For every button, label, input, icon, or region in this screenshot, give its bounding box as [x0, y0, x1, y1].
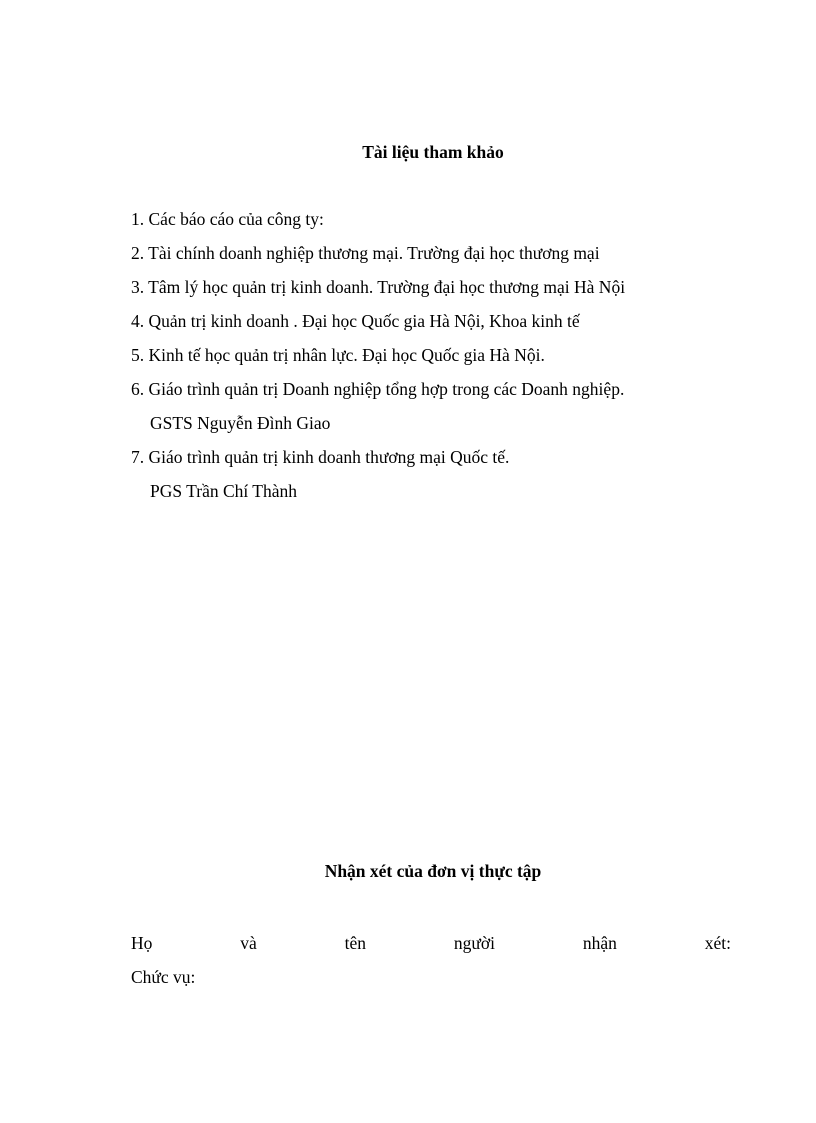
reference-text: 3. Tâm lý học quản trị kinh doanh. Trường đại học thương mại Hà Nội: [131, 277, 626, 297]
reference-item: [131, 372, 625, 440]
reference-item: [131, 236, 625, 270]
reference-author: GSTS Nguyễn Đình Giao: [150, 413, 331, 433]
reference-text: 6. Giáo trình quản trị Doanh nghiệp tổng hợp trong các Doanh nghiệp.: [131, 379, 625, 399]
references-list: [131, 202, 625, 508]
reference-item: [131, 304, 625, 338]
reference-text: 5. Kinh tế học quản trị nhân lực. Đại học Quốc gia Hà Nội.: [131, 345, 545, 365]
reference-author: PGS Trần Chí Thành: [150, 481, 298, 501]
reference-item: [131, 270, 625, 304]
reviewer-label-word: Họ: [131, 933, 153, 953]
reference-item: [131, 202, 625, 236]
reference-text: 7. Giáo trình quản trị kinh doanh thương mại Quốc tế.: [131, 447, 510, 467]
reference-item: [131, 440, 625, 508]
references-title: Tài liệu tham khảo: [362, 142, 504, 162]
reference-text: 4. Quản trị kinh doanh . Đại học Quốc gia Hà Nội, Khoa kinh tế: [131, 311, 580, 331]
reference-text: 1. Các báo cáo của công ty:: [131, 209, 324, 229]
reviewer-label-word: tên: [344, 933, 367, 953]
reviewer-label-word: nhận: [582, 933, 617, 953]
position-field-label: Chức vụ:: [131, 967, 196, 987]
reviewer-name-field: [131, 931, 731, 955]
review-title: Nhận xét của đơn vị thực tập: [324, 861, 542, 881]
reference-item: [131, 338, 625, 372]
reviewer-label-word: và: [240, 933, 257, 953]
reference-text: 2. Tài chính doanh nghiệp thương mại. Trường đại học thương mại: [131, 243, 600, 263]
reviewer-label-word: xét:: [704, 933, 731, 953]
reviewer-label-word: người: [453, 933, 495, 953]
